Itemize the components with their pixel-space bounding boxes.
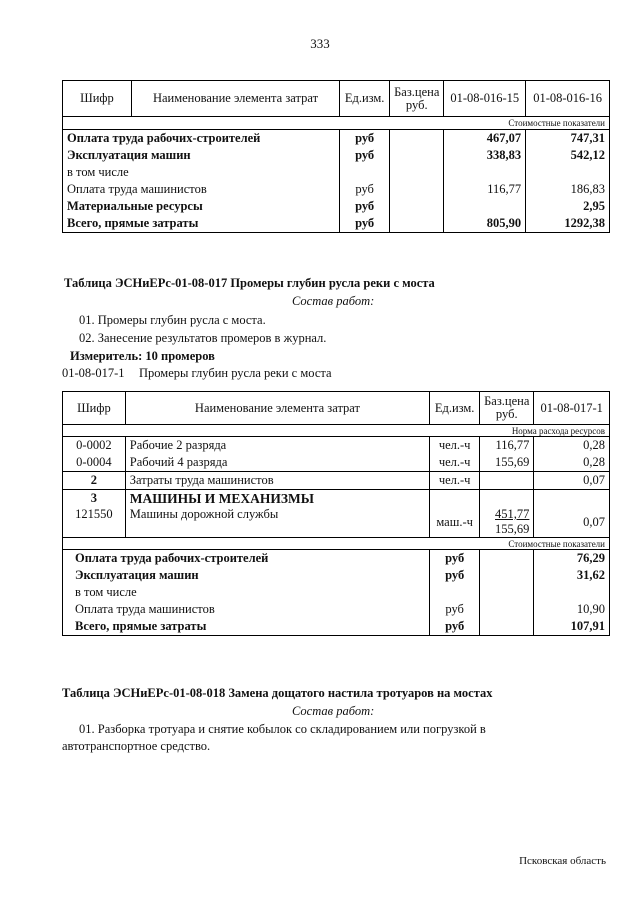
header-name: Наименование элемента затрат — [125, 392, 429, 425]
table-017 — [62, 391, 610, 636]
header-code: Шифр — [63, 392, 126, 425]
norm-label: Норма расхода ресурсов — [63, 425, 610, 437]
cost-label: Стоимостные показатели — [63, 538, 610, 550]
header-base-price: Баз.цена руб. — [480, 392, 534, 425]
meter-label: Измеритель: 10 промеров — [70, 349, 215, 363]
work-item-2: 02. Занесение результатов промеров в журнал. — [79, 331, 327, 345]
header-name: Наименование элемента затрат — [131, 81, 339, 117]
table-row: Материальные ресурсы руб 2,95 — [63, 198, 610, 215]
work-item-018-line1: 01. Разборка тротуара и снятие кобылок со складированием или погрузкой в — [79, 722, 486, 736]
table-row: Оплата труда машинистов руб 10,90 — [63, 601, 610, 618]
table-row: 0-0002 Рабочие 2 разряда чел.-ч 116,77 0,28 — [63, 437, 610, 455]
table-row: 3 МАШИНЫ И МЕХАНИЗМЫ — [63, 490, 610, 508]
header-unit: Ед.изм. — [430, 392, 480, 425]
table-row: Оплата труда рабочих-строителей руб 467,07 747,31 — [63, 130, 610, 148]
header-col2: 01-08-016-16 — [526, 81, 610, 117]
table-row: 121550 Машины дорожной службы маш.-ч 451,77 155,69 0,07 — [63, 507, 610, 538]
footer-region: Псковская область — [519, 855, 606, 867]
section-title-018: Таблица ЭСНиЕРс-01-08-018 Замена дощатого настила тротуаров на мостах — [62, 686, 493, 700]
header-code: Шифр — [63, 81, 132, 117]
table-row: 2 Затраты труда машинистов чел.-ч 0,07 — [63, 472, 610, 490]
header-col1: 01-08-016-15 — [444, 81, 526, 117]
table-row: Эксплуатация машин руб 31,62 — [63, 567, 610, 584]
section-label: Стоимостные показатели — [63, 117, 610, 130]
works-heading-018: Состав работ: — [292, 704, 375, 718]
work-item-018-line2: автотранспортное средство. — [62, 739, 211, 753]
item-code: 01-08-017-1 — [62, 366, 125, 380]
table-row: Эксплуатация машин руб 338,83 542,12 — [63, 147, 610, 164]
header-base-price: Баз.цена руб. — [390, 81, 444, 117]
page-number: 333 — [310, 36, 330, 51]
works-heading-017: Состав работ: — [292, 294, 375, 308]
table-row: Всего, прямые затраты руб 107,91 — [63, 618, 610, 636]
table-row: в том числе — [63, 584, 610, 601]
table-row: Всего, прямые затраты руб 805,90 1292,38 — [63, 215, 610, 233]
table-row: 0-0004 Рабочий 4 разряда чел.-ч 155,69 0,28 — [63, 454, 610, 472]
table-row: в том числе — [63, 164, 610, 181]
header-col1: 01-08-017-1 — [534, 392, 610, 425]
table-016 — [62, 80, 610, 233]
work-item-1: 01. Промеры глубин русла с моста. — [79, 313, 266, 327]
item-name: Промеры глубин русла реки с моста — [139, 366, 332, 380]
header-unit: Ед.изм. — [340, 81, 390, 117]
table-row: Оплата труда рабочих-строителей руб 76,29 — [63, 550, 610, 568]
table-row: Оплата труда машинистов руб 116,77 186,83 — [63, 181, 610, 198]
section-title-017: Таблица ЭСНиЕРс-01-08-017 Промеры глубин русла реки с моста — [64, 276, 435, 290]
